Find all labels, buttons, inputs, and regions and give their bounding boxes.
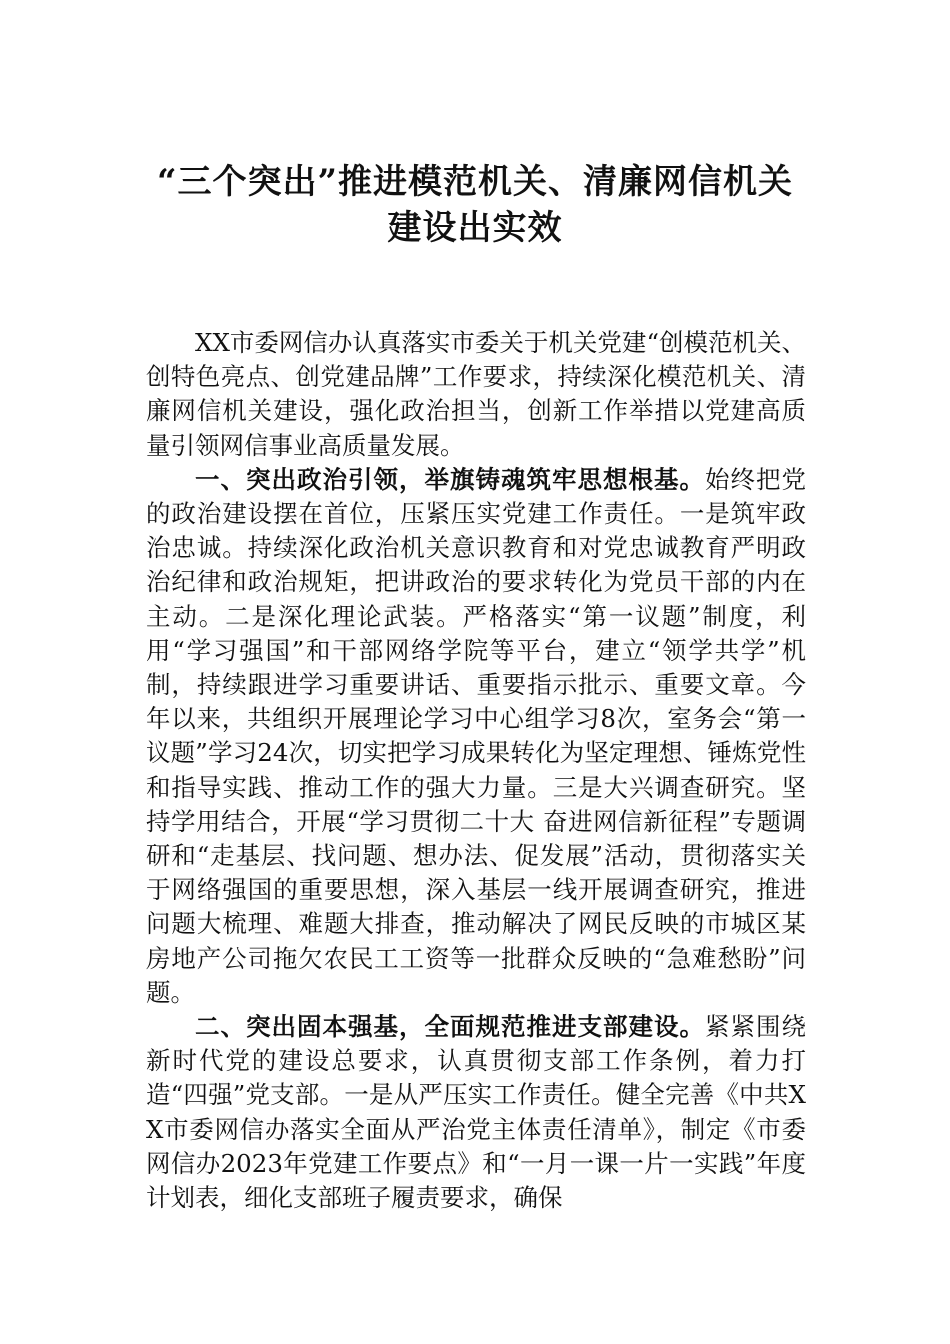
document-title-line-2: 建设出实效 <box>387 208 563 248</box>
document-body <box>146 326 806 1215</box>
paragraph-text: 紧紧围绕新时代党的建设总要求，认真贯彻支部工作条例，着力打造“四强”党支部。一是从严压实工作责任。健全完善《中共XX市委网信办落实全面从严治党主体责任清单》，制定《市委网信办2023年党建工作要点》和“一月一课一片一实践”年度计划表，细化支部班子履责要求，确保 <box>146 1012 806 1213</box>
paragraph-intro <box>146 326 806 463</box>
paragraph-section-2 <box>146 1010 806 1215</box>
section-heading: 二、突出固本强基，全面规范推进支部建设。 <box>195 1012 705 1042</box>
paragraph-section-1 <box>146 463 806 1010</box>
section-heading: 一、突出政治引领，举旗铸魂筑牢思想根基。 <box>195 464 705 494</box>
paragraph-text: XX市委网信办认真落实市委关于机关党建“创模范机关、创特色亮点、创党建品牌”工作要求，持续深化模范机关、清廉网信机关建设，强化政治担当，创新工作举措以党建高质量引领网信事业高质量发展。 <box>146 328 806 460</box>
paragraph-text: 始终把党的政治建设摆在首位，压紧压实党建工作责任。一是筑牢政治忠诚。持续深化政治机关意识教育和对党忠诚教育严明政治纪律和政治规矩，把讲政治的要求转化为党员干部的内在主动。二是深化理论武装。严格落实“第一议题”制度，利用“学习强国”和干部网络学院等平台，建立“领学共学”机制，持续跟进学习重要讲话、重要指示批示、重要文章。今年以来，共组织开展理论学习中心组学习8次，室务会“第一议题”学习24次，切实把学习成果转化为坚定理想、锤炼党性和指导实践、推动工作的强大力量。三是大兴调查研究。坚持学用结合，开展“学习贯彻二十大 奋进网信新征程”专题调研和“走基层、找问题、想办法、促发展”活动，贯彻落实关于网络强国的重要思想，深入基层一线开展调查研究，推进问题大梳理、难题大排查，推动解决了网民反映的市城区某房地产公司拖欠农民工工资等一批群众反映的“急难愁盼”问题。 <box>146 464 806 1007</box>
document-title-line-1: “三个突出”推进模范机关、清廉网信机关 <box>156 162 794 202</box>
